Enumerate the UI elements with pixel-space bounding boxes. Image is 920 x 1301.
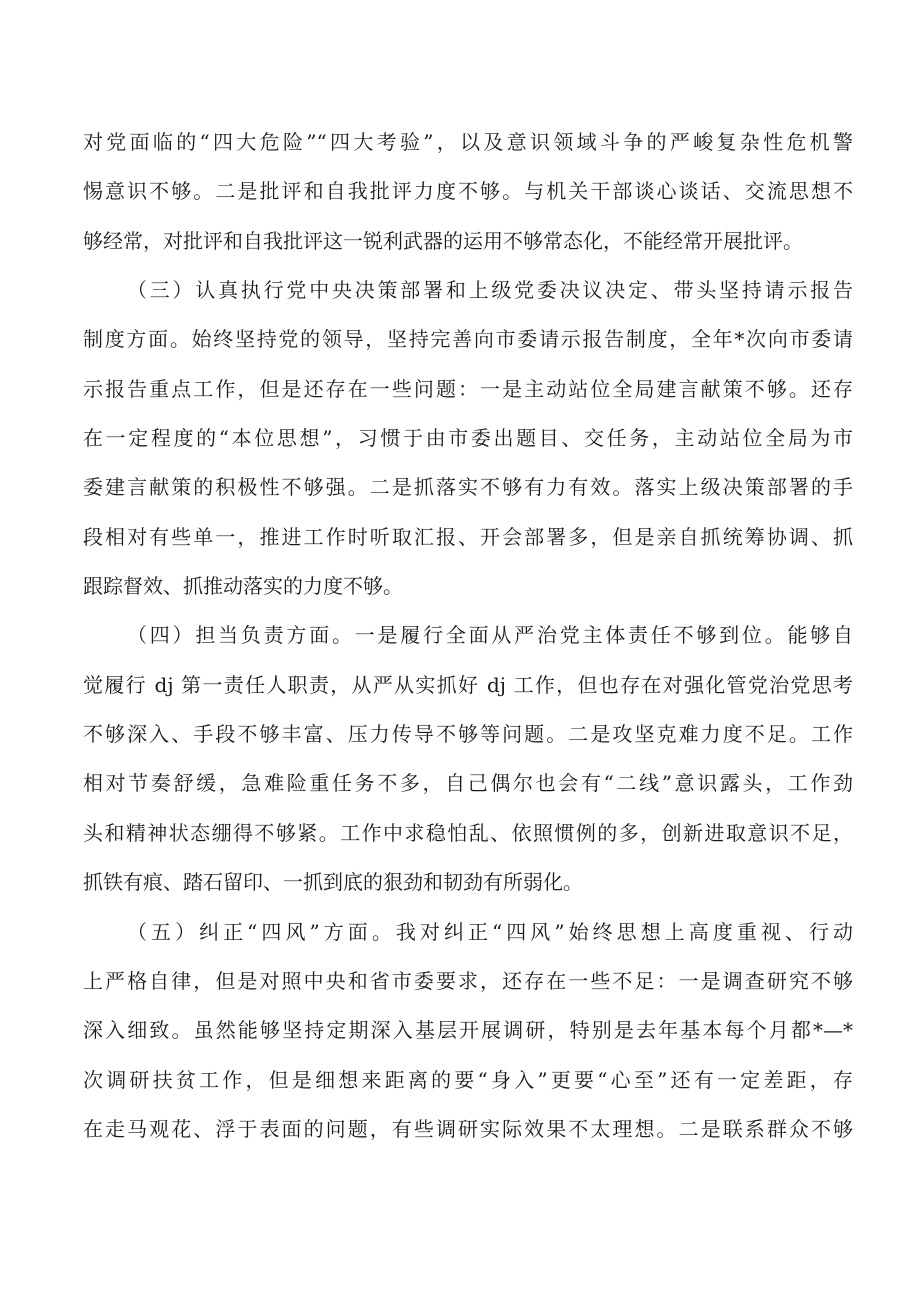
text-line: 头和精神状态绷得不够紧。工作中求稳怕乱、依照惯例的多，创新进取意识不足，	[83, 820, 853, 845]
text-line: 相对节奏舒缓，急难险重任务不多，自己偶尔也会有“二线”意识露头，工作劲	[83, 771, 853, 796]
text-line: 在一定程度的“本位思想”，习惯于由市委出题目、交任务，主动站位全局为市	[83, 426, 853, 451]
text-line: 深入细致。虽然能够坚持定期深入基层开展调研，特别是去年基本每个月都*—*	[83, 1018, 853, 1043]
paragraph-section-5	[83, 908, 853, 1155]
text-line: 制度方面。始终坚持党的领导，坚持完善向市委请示报告制度，全年*次向市委请	[83, 327, 853, 352]
text-line: 觉履行 dj 第一责任人职责，从严从实抓好 dj 工作，但也存在对强化管党治党思考	[83, 672, 853, 697]
document-page	[83, 118, 853, 1154]
paragraph-heading-line: （五）纠正“四风”方面。我对纠正“四风”始终思想上高度重视、行动	[127, 919, 853, 944]
text-line: 对党面临的“四大危险”“四大考验”，以及意识领域斗争的严峻复杂性危机警	[83, 130, 853, 154]
paragraph-heading-line: （四）担当负责方面。一是履行全面从严治党主体责任不够到位。能够自	[127, 623, 853, 648]
paragraph-section-4	[83, 611, 853, 907]
paragraph-continuation	[83, 118, 853, 266]
text-line: 惕意识不够。二是批评和自我批评力度不够。与机关干部谈心谈话、交流思想不	[83, 179, 853, 204]
text-line: 跟踪督效、抓推动落实的力度不够。	[83, 574, 403, 599]
text-line: 不够深入、手段不够丰富、压力传导不够等问题。二是攻坚克难力度不足。工作	[83, 722, 853, 747]
paragraph-heading-line: （三）认真执行党中央决策部署和上级党委决议决定、带头坚持请示报告	[127, 278, 853, 303]
text-line: 在走马观花、浮于表面的问题，有些调研实际效果不太理想。二是联系群众不够	[83, 1116, 853, 1141]
paragraph-section-3	[83, 266, 853, 611]
text-line: 示报告重点工作，但是还存在一些问题：一是主动站位全局建言献策不够。还存	[83, 376, 853, 401]
text-line: 委建言献策的积极性不够强。二是抓落实不够有力有效。落实上级决策部署的手	[83, 475, 853, 500]
text-line: 够经常，对批评和自我批评这一锐利武器的运用不够常态化，不能经常开展批评。	[83, 228, 803, 253]
text-line: 抓铁有痕、踏石留印、一抓到底的狠劲和韧劲有所弱化。	[83, 870, 583, 895]
text-line: 上严格自律，但是对照中央和省市委要求，还存在一些不足：一是调查研究不够	[83, 968, 853, 993]
text-line: 段相对有些单一，推进工作时听取汇报、开会部署多，但是亲自抓统筹协调、抓	[83, 524, 853, 549]
text-line: 次调研扶贫工作，但是细想来距离的要“身入”更要“心至”还有一定差距，存	[83, 1067, 853, 1092]
